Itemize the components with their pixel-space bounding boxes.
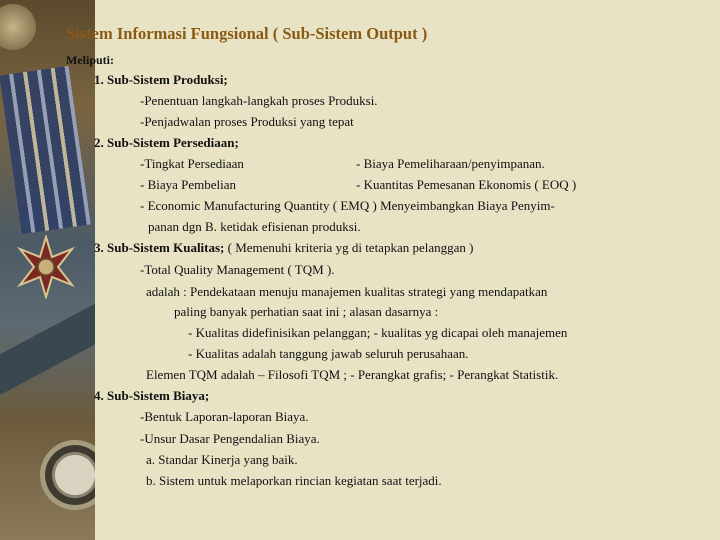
section-2-line: - Economic Manufacturing Quantity ( EMQ ) Menyeimbangkan Biaya Penyim- <box>140 198 555 213</box>
section-4-line: a. Standar Kinerja yang baik. <box>146 452 298 467</box>
section-4-heading: 4. Sub-Sistem Biaya; <box>94 388 210 403</box>
medal-ribbon-decoration <box>0 66 91 234</box>
intro-label: Meliputi: <box>66 53 114 67</box>
slide-title: Sistem Informasi Fungsional ( Sub-Sistem Output ) <box>66 24 428 43</box>
section-3-line: adalah : Pendekataan menuju manajemen kualitas strategi yang mendapatkan <box>146 284 548 299</box>
medal-star-icon <box>14 235 78 299</box>
section-3-heading-note: ( Memenuhi kriteria yg di tetapkan pelanggan ) <box>224 240 474 255</box>
section-2-item: - Biaya Pembelian <box>140 177 237 192</box>
section-2-line: panan dgn B. ketidak efisienan produksi. <box>148 219 361 234</box>
section-2-item: - Biaya Pemeliharaan/penyimpanan. <box>356 156 545 171</box>
section-1-heading: 1. Sub-Sistem Produksi; <box>94 72 228 87</box>
section-3-line: paling banyak perhatian saat ini ; alasan dasarnya : <box>174 304 439 319</box>
section-4-line: -Bentuk Laporan-laporan Biaya. <box>140 409 309 424</box>
section-3-heading: 3. Sub-Sistem Kualitas; <box>94 240 225 255</box>
section-2-item: -Tingkat Persediaan <box>140 156 244 171</box>
section-4-line: b. Sistem untuk melaporkan rincian kegiatan saat terjadi. <box>146 473 442 488</box>
section-3-line: Elemen TQM adalah – Filosofi TQM ; - Perangkat grafis; - Perangkat Statistik. <box>146 367 559 382</box>
coin-decoration <box>0 4 36 50</box>
section-3-line: - Kualitas didefinisikan pelanggan; - kualitas yg dicapai oleh manajemen <box>188 325 568 340</box>
section-3-heading-row <box>94 240 473 256</box>
section-1-line: -Penjadwalan proses Produksi yang tepat <box>140 114 354 129</box>
section-3-line: - Kualitas adalah tanggung jawab seluruh perusahaan. <box>188 346 469 361</box>
section-2-heading: 2. Sub-Sistem Persediaan; <box>94 135 239 150</box>
strap-decoration <box>0 299 95 397</box>
decorative-medal-image <box>0 0 95 540</box>
compass-decoration <box>40 440 95 510</box>
section-4-line: -Unsur Dasar Pengendalian Biaya. <box>140 431 320 446</box>
section-2-item: - Kuantitas Pemesanan Ekonomis ( EOQ ) <box>356 177 577 192</box>
section-1-line: -Penentuan langkah-langkah proses Produksi. <box>140 93 378 108</box>
section-3-line: -Total Quality Management ( TQM ). <box>140 262 335 277</box>
